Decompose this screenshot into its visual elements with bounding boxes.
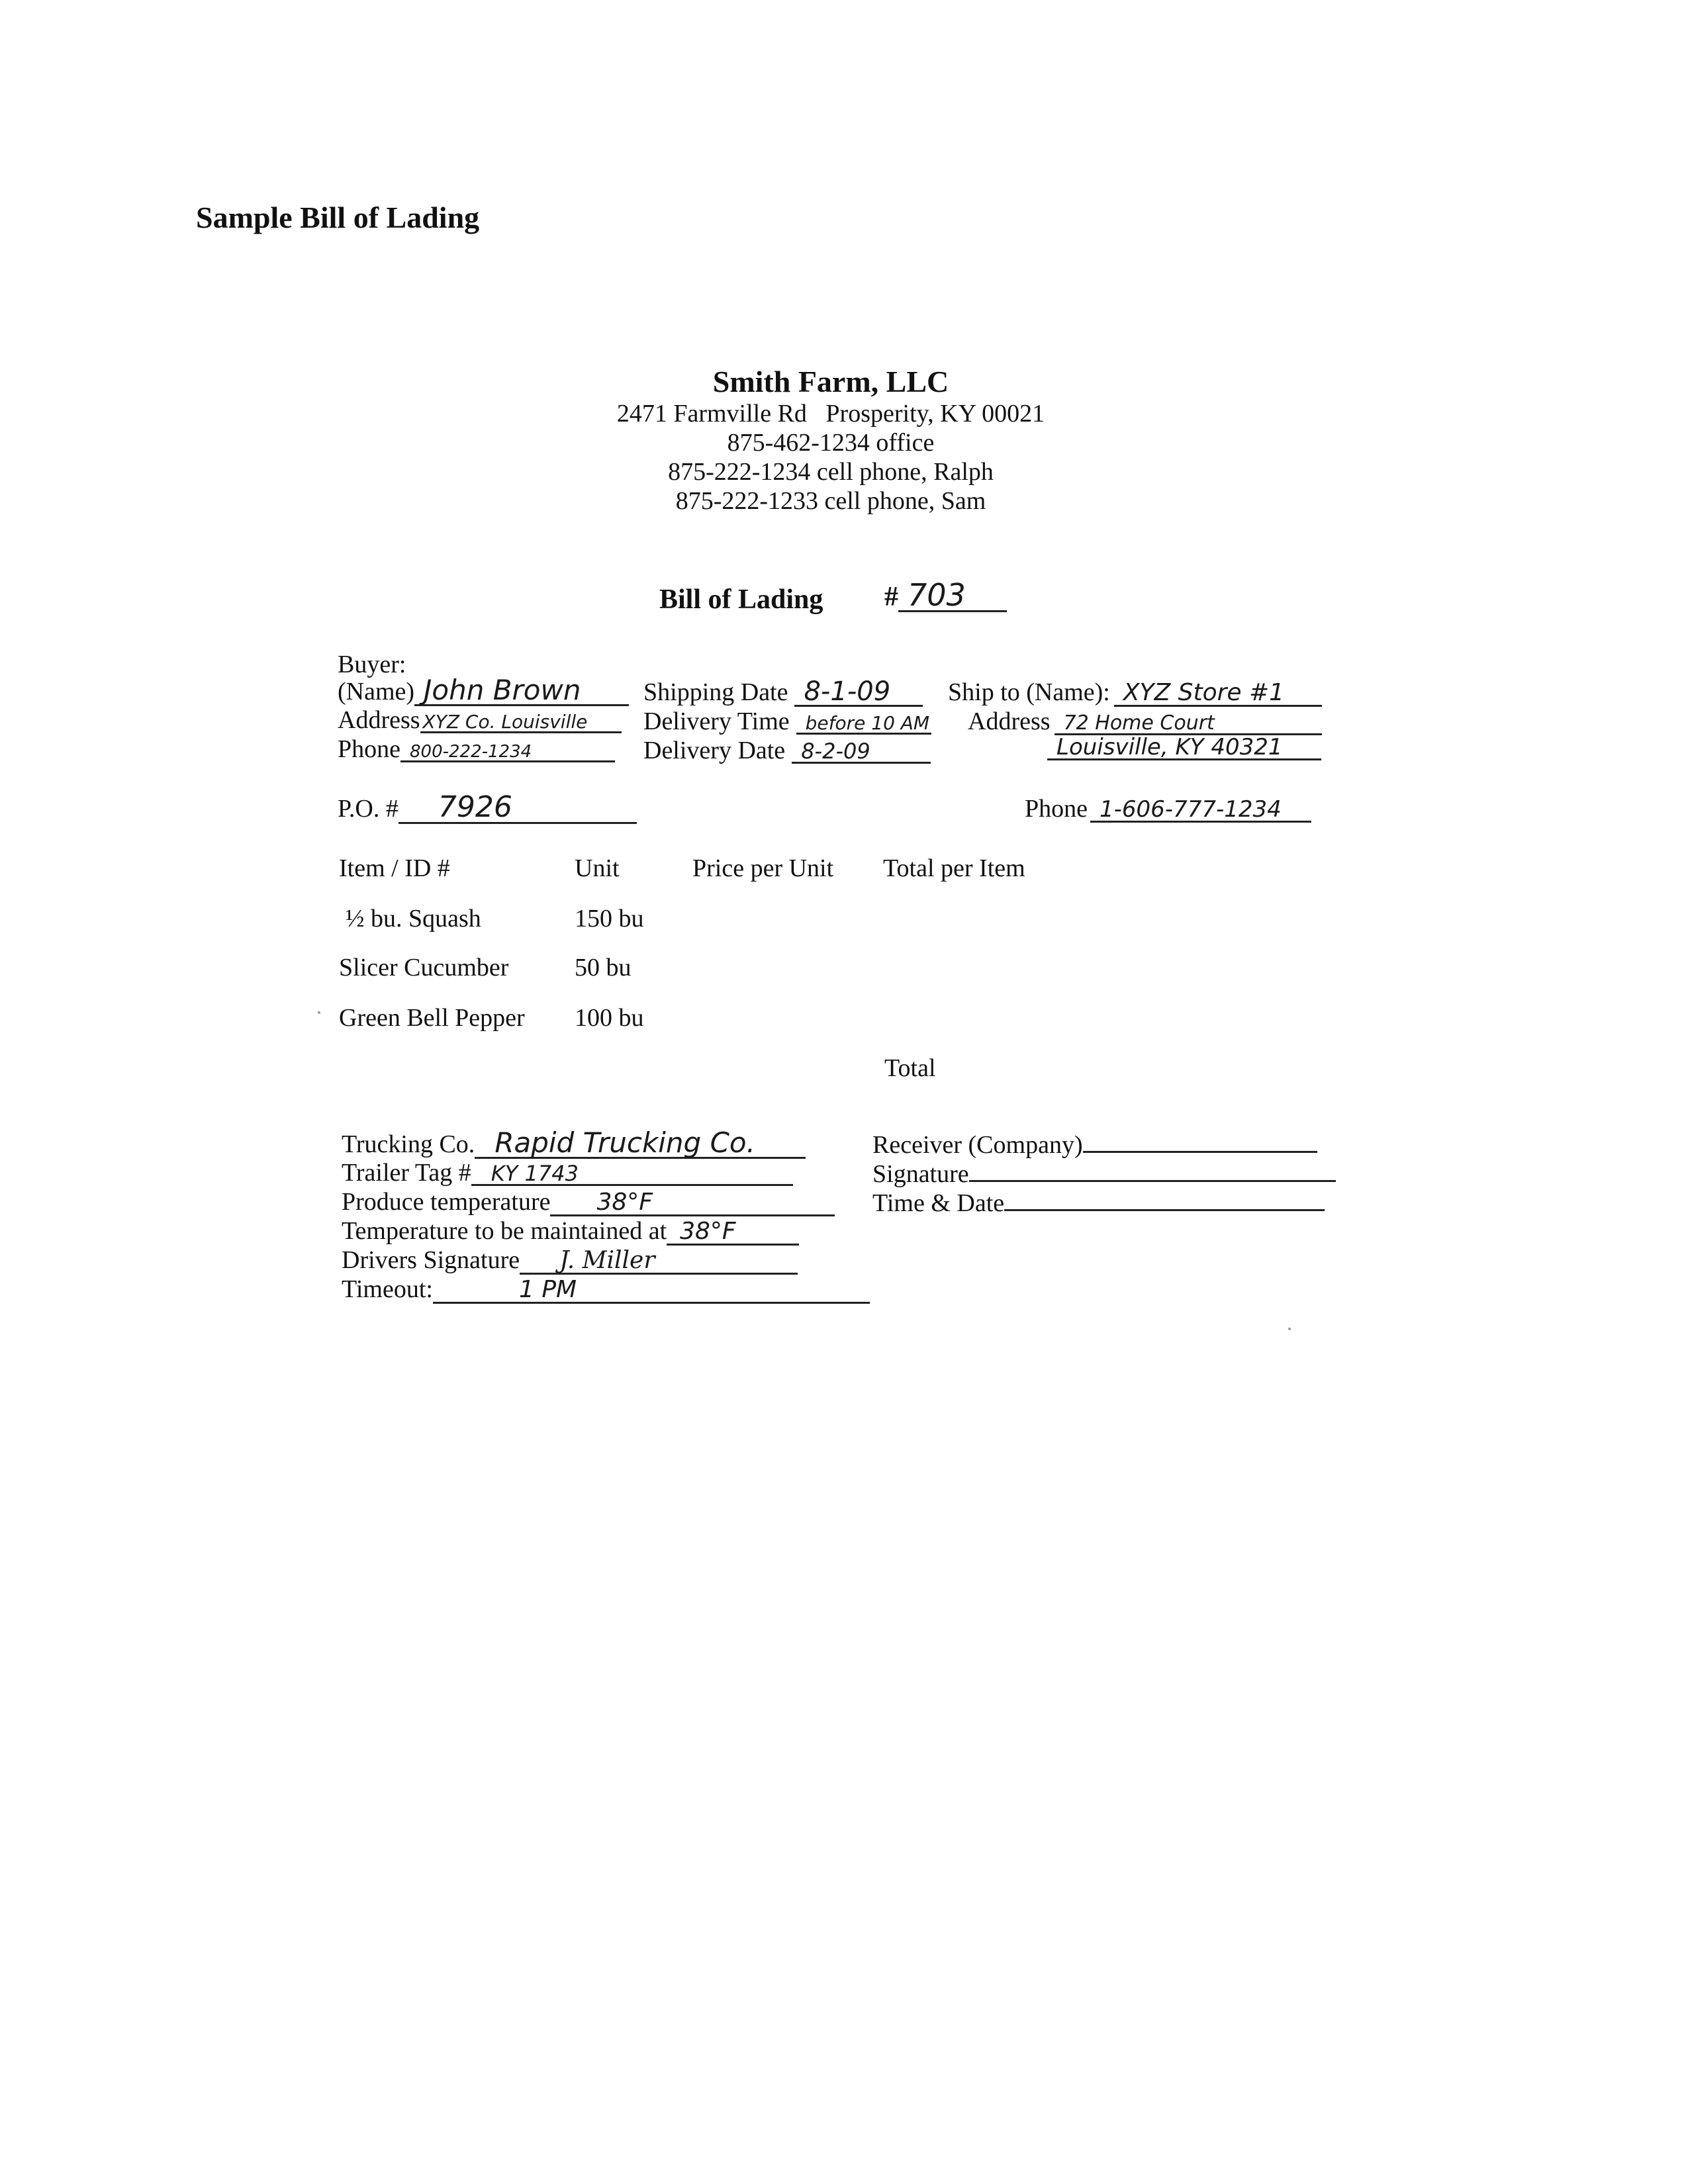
- company-phone-ralph: 875-222-1234 cell phone, Ralph: [668, 458, 994, 486]
- company-phone-office: 875-462-1234 office: [727, 429, 935, 457]
- shipping-date-value: 8-1-09: [794, 678, 923, 707]
- ship-to-phone-field: [1025, 794, 1311, 823]
- ship-to-name-field: [948, 678, 1322, 707]
- ship-to-name-label: Ship to (Name):: [948, 678, 1110, 706]
- page-title: Sample Bill of Lading: [196, 201, 480, 234]
- item-unit: 150 bu: [575, 905, 644, 933]
- bill-number-hash: #: [884, 582, 898, 612]
- buyer-heading: Buyer:: [338, 651, 406, 678]
- company-phone-sam: 875-222-1233 cell phone, Sam: [675, 487, 986, 515]
- maintain-temp-label: Temperature to be maintained at: [342, 1217, 667, 1245]
- bill-number-field: [884, 577, 1007, 613]
- po-number: 7926: [399, 793, 637, 824]
- company-address: 2471 Farmville Rd Prosperity, KY 00021: [616, 400, 1045, 428]
- timeout-field: [342, 1275, 870, 1304]
- item-name: Green Bell Pepper: [339, 1004, 525, 1032]
- company-name: Smith Farm, LLC: [712, 365, 949, 398]
- driver-signature-label: Drivers Signature: [342, 1246, 520, 1274]
- maintain-temp-value: 38°F: [667, 1220, 799, 1246]
- buyer-name-label: (Name): [338, 678, 415, 705]
- receiver-time-date-label: Time & Date: [872, 1189, 1005, 1217]
- driver-signature-field: [342, 1246, 798, 1275]
- timeout-value: 1 PM: [433, 1278, 870, 1304]
- bill-number-value: 703: [898, 580, 1007, 612]
- receiver-time-date-line: [1004, 1189, 1325, 1211]
- ship-to-name-value: XYZ Store #1: [1114, 681, 1322, 707]
- scan-speck: [1288, 1328, 1291, 1330]
- delivery-date-field: [643, 736, 931, 765]
- receiver-signature-field: [872, 1160, 1336, 1189]
- maintain-temp-field: [342, 1216, 799, 1246]
- column-header-unit: Unit: [575, 854, 620, 882]
- column-header-price: Price per Unit: [692, 854, 834, 882]
- receiver-signature-line: [969, 1160, 1336, 1182]
- buyer-phone-field: [338, 735, 615, 764]
- receiver-company-label: Receiver (Company): [872, 1131, 1083, 1159]
- trucking-company-label: Trucking Co.: [342, 1130, 475, 1158]
- buyer-phone-label: Phone: [338, 735, 400, 763]
- trailer-tag-value: KY 1743: [471, 1163, 793, 1186]
- delivery-time-label: Delivery Time: [643, 707, 790, 735]
- delivery-date-label: Delivery Date: [643, 737, 786, 764]
- scan-speck: [318, 1011, 320, 1014]
- buyer-address-field: [338, 705, 622, 735]
- receiver-time-date-field: [872, 1189, 1325, 1218]
- shipping-date-label: Shipping Date: [643, 678, 788, 706]
- trucking-company-field: [342, 1126, 806, 1159]
- buyer-name-value: John Brown: [414, 676, 629, 706]
- ship-to-address-label: Address: [968, 707, 1051, 735]
- ship-to-address-line1: 72 Home Court: [1055, 713, 1322, 735]
- trucking-company-value: Rapid Trucking Co.: [475, 1129, 806, 1159]
- item-unit: 50 bu: [575, 954, 632, 981]
- ship-to-address-line2-field: [1047, 736, 1321, 760]
- driver-signature-value: J. Miller: [520, 1249, 798, 1275]
- produce-temp-label: Produce temperature: [342, 1188, 551, 1216]
- buyer-name-field: [338, 676, 629, 706]
- bill-of-lading-label: Bill of Lading: [659, 584, 823, 615]
- buyer-phone-value: 800-222-1234: [400, 743, 615, 762]
- delivery-time-value: before 10 AM: [796, 714, 931, 735]
- ship-to-phone-value: 1-606-777-1234: [1090, 798, 1311, 823]
- total-label: Total: [884, 1054, 936, 1082]
- ship-to-phone-label: Phone: [1025, 795, 1088, 823]
- po-field: [338, 790, 637, 824]
- produce-temp-field: [342, 1187, 835, 1216]
- trailer-tag-field: [342, 1158, 793, 1187]
- buyer-address-label: Address: [338, 706, 420, 734]
- delivery-date-value: 8-2-09: [792, 741, 931, 764]
- trailer-tag-label: Trailer Tag #: [342, 1159, 471, 1187]
- column-header-total: Total per Item: [883, 854, 1025, 882]
- ship-to-address-field: [968, 707, 1322, 736]
- produce-temp-value: 38°F: [550, 1191, 835, 1216]
- receiver-company-field: [872, 1130, 1317, 1160]
- timeout-label: Timeout:: [342, 1275, 433, 1303]
- item-name: ½ bu. Squash: [346, 905, 481, 933]
- buyer-address-value: XYZ Co. Louisville: [420, 713, 622, 733]
- receiver-signature-label: Signature: [872, 1160, 969, 1188]
- ship-to-address-line2: Louisville, KY 40321: [1047, 736, 1321, 760]
- item-unit: 100 bu: [575, 1004, 644, 1032]
- column-header-item: Item / ID #: [339, 854, 450, 882]
- item-name: Slicer Cucumber: [339, 954, 509, 981]
- po-label: P.O. #: [338, 795, 399, 823]
- shipping-date-field: [643, 678, 923, 707]
- receiver-company-line: [1083, 1131, 1317, 1153]
- delivery-time-field: [643, 707, 931, 736]
